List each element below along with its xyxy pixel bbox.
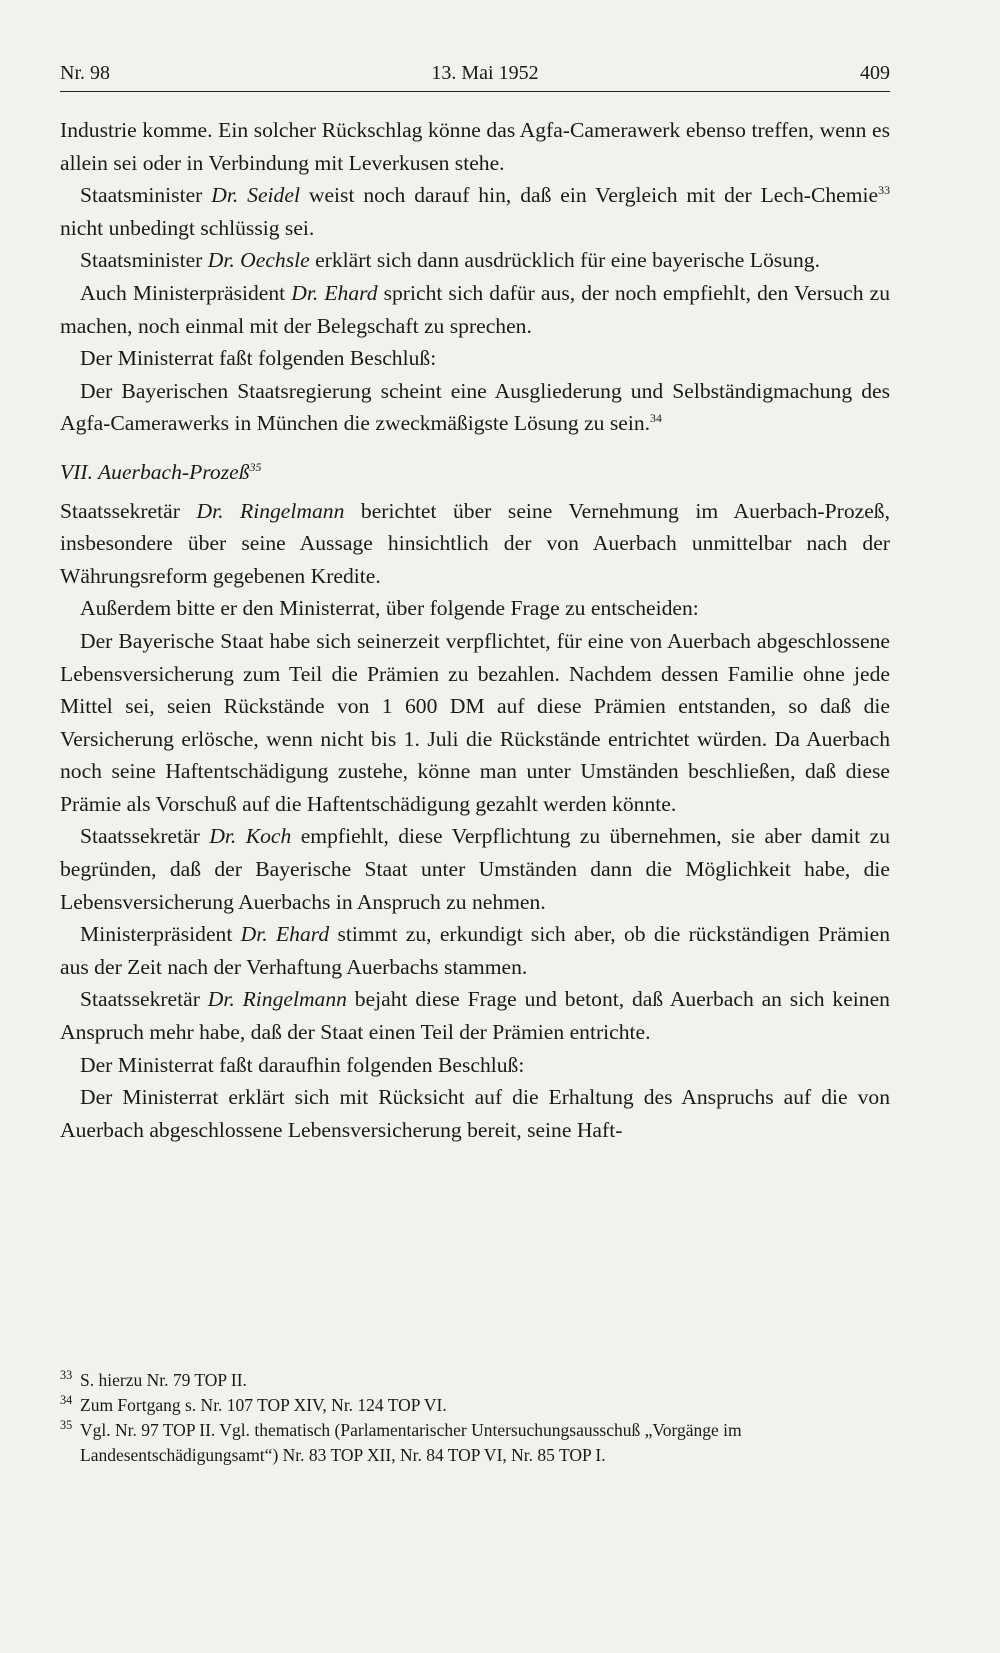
- footnote-number: 33: [60, 1368, 73, 1382]
- body-text: [60, 114, 890, 1146]
- paragraph: Der Bayerische Staat habe sich seinerzeit verpflichtet, für eine von Auerbach abgeschlossene Lebensversicherung zum Teil die Prämien zu bezahlen. Nachdem dessen Familie ohne jede Mittel sei, seien Rückstände von 1 600 DM auf diese Prämien entstanden, so daß die Versicherung erlösche, wenn nicht bis 1. Juli die Rückstände entrichtet würden. Da Auerbach noch seine Haftentschädigung zustehe, könne man unter Umständen beschließen, daß diese Prämie als Vorschuß auf die Haftentschädigung gezahlt werden könnte.: [60, 628, 890, 816]
- footnote: [60, 1418, 890, 1468]
- text: Auch Ministerpräsident: [80, 280, 292, 305]
- text: spricht sich dafür aus, der noch empfiehlt, den Versuch zu machen, noch einmal mit der Belegschaft zu sprechen.: [60, 280, 890, 338]
- speaker-name: Dr. Seidel: [211, 183, 300, 208]
- text: erklärt sich dann ausdrücklich für eine bayerische Lösung.: [309, 248, 820, 273]
- paragraph: Industrie komme. Ein solcher Rückschlag könne das Agfa-Camerawerk ebenso treffen, wenn es allein sei oder in Verbindung mit Leverkusen stehe.: [60, 118, 890, 175]
- text: Staatsminister: [80, 183, 212, 208]
- footnote: [60, 1368, 890, 1393]
- text: empfiehlt, diese Verpflichtung zu übernehmen, sie aber damit zu begründen, daß der Bayerische Staat unter Umständen dann die Möglichkeit habe, die Lebensversicherung Auerbachs in Anspruch zu nehmen.: [60, 824, 890, 914]
- speaker-name: Dr. Ehard: [291, 280, 378, 305]
- footnote-text: S. hierzu Nr. 79 TOP II.: [80, 1370, 247, 1390]
- section-title: VII. Auerbach-Prozeß: [60, 459, 250, 484]
- speaker-name: Dr. Ringelmann: [207, 987, 347, 1012]
- speaker-name: Dr. Koch: [209, 824, 292, 849]
- footnote: [60, 1393, 890, 1418]
- document-date: 13. Mai 1952: [431, 62, 539, 84]
- footnote-text: Zum Fortgang s. Nr. 107 TOP XIV, Nr. 124 TOP VI.: [80, 1395, 447, 1415]
- footnote-ref[interactable]: 34: [650, 411, 662, 426]
- paragraph: [60, 820, 890, 918]
- text: nicht unbedingt schlüssig sei.: [60, 215, 315, 240]
- paragraph: [60, 918, 890, 983]
- footnote-ref[interactable]: 35: [249, 459, 262, 474]
- paragraph: [60, 179, 890, 244]
- resolution: Der Ministerrat erklärt sich mit Rücksicht auf die Erhaltung des Anspruchs auf die von Auerbach abgeschlossene Lebensversicherung bereit, seine Haft-: [60, 1085, 890, 1142]
- text: Staatssekretär: [80, 987, 208, 1012]
- document-number: Nr. 98: [60, 62, 110, 84]
- paragraph: [60, 277, 890, 342]
- footnote-text: Vgl. Nr. 97 TOP II. Vgl. thematisch (Parlamentarischer Untersuchungsausschuß „Vorgänge im Landesentschädigungsamt“) Nr. 83 TOP XII, Nr. 84 TOP VI, Nr. 85 TOP I.: [80, 1420, 742, 1465]
- text: Staatssekretär: [60, 498, 197, 523]
- paragraph: Der Ministerrat faßt folgenden Beschluß:: [80, 346, 437, 371]
- text: Der Bayerischen Staatsregierung scheint eine Ausgliederung und Selbständigmachung des Agfa-Camerawerks in München die zweckmäßigste Lösung zu sein.: [60, 378, 890, 436]
- text: weist noch darauf hin, daß ein Vergleich mit der Lech-Chemie: [299, 183, 879, 208]
- footnote-number: 34: [60, 1393, 73, 1407]
- paragraph: [60, 244, 890, 277]
- footnotes: [60, 1368, 890, 1468]
- paragraph: [60, 495, 890, 593]
- paragraph: [60, 983, 890, 1048]
- text: stimmt zu, erkundigt sich aber, ob die rückständigen Prämien aus der Zeit nach der Verhaftung Auerbachs stammen.: [60, 922, 890, 979]
- text: berichtet über seine Vernehmung im Auerbach-Prozeß, insbesondere über seine Aussage hinsichtlich der von Auerbach unmittelbar nach der Währungsreform gegebenen Kredite.: [60, 498, 890, 588]
- text: Staatssekretär: [80, 824, 210, 849]
- page: [60, 62, 890, 1146]
- paragraph: Außerdem bitte er den Ministerrat, über folgende Frage zu entscheiden:: [80, 596, 699, 621]
- page-number: 409: [860, 62, 890, 84]
- speaker-name: Dr. Ehard: [240, 922, 330, 947]
- text: Staatsminister: [80, 248, 208, 273]
- section-heading: [60, 456, 890, 489]
- footnote-number: 35: [60, 1418, 73, 1432]
- speaker-name: Dr. Oechsle: [207, 248, 310, 273]
- speaker-name: Dr. Ringelmann: [196, 498, 345, 523]
- text: bejaht diese Frage und betont, daß Auerbach an sich keinen Anspruch mehr habe, daß der Staat einen Teil der Prämien entrichte.: [60, 987, 890, 1045]
- footnote-ref[interactable]: 33: [878, 183, 891, 197]
- text: Ministerpräsident: [80, 922, 241, 947]
- resolution: [60, 375, 890, 440]
- paragraph: Der Ministerrat faßt daraufhin folgenden Beschluß:: [80, 1052, 525, 1077]
- running-header: [60, 62, 890, 92]
